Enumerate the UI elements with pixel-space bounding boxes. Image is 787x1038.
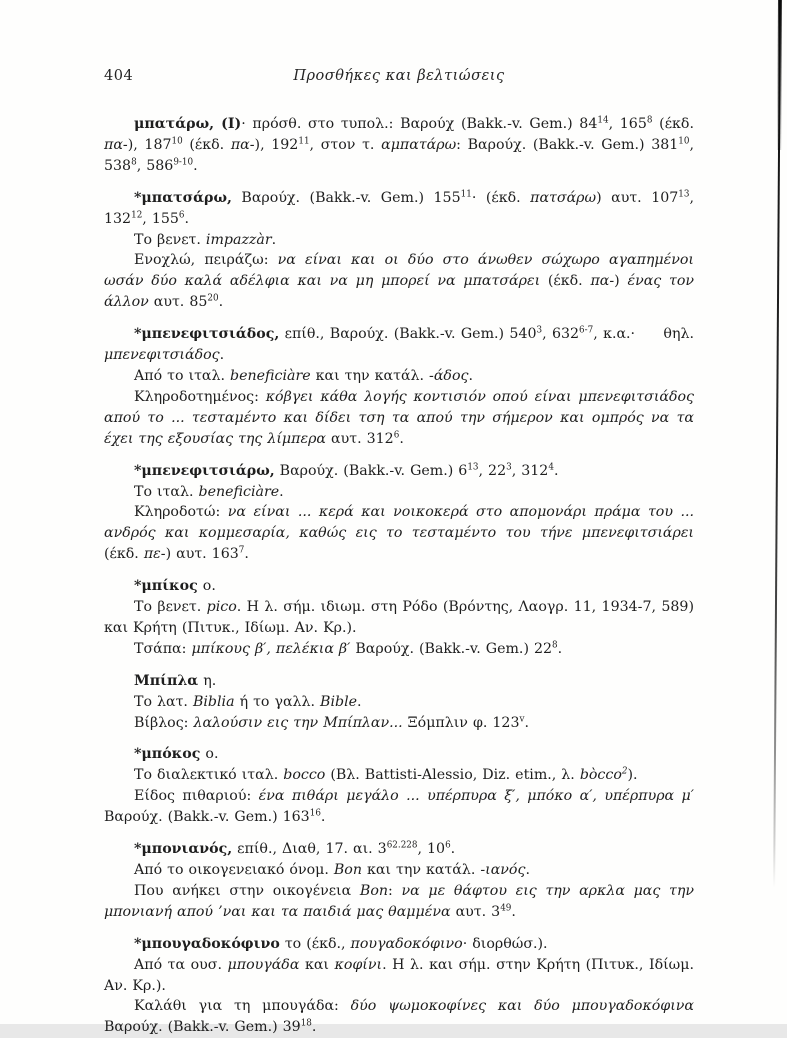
text-run: 13 bbox=[678, 188, 690, 199]
text-run: 2 bbox=[621, 766, 628, 777]
dictionary-entry-paragraph bbox=[104, 839, 694, 860]
text-run: λαλούσιν εις την Μπίπλαν... bbox=[193, 714, 403, 731]
text-run: , 165 bbox=[608, 116, 647, 132]
text-run: 16 bbox=[309, 808, 321, 819]
text-run: · πρόσθ. στο τυπολ.: Βαρούχ (Bakk.-v. Gem.) 84 bbox=[241, 116, 598, 132]
text-run: μπενεφιτσιάδος bbox=[104, 347, 220, 364]
text-run: Bon bbox=[359, 882, 388, 899]
text-run: . bbox=[468, 367, 473, 384]
text-run: , 22 bbox=[478, 462, 507, 479]
text-run: να είναι ... κερά και νοικοκερά στο απομονάρι πράμα του ... ανδρός και κομμεσαρία, καθώς εις το τεσταμέντο του τήνε μπενεφιτσιάρει bbox=[104, 504, 694, 542]
text-run: Το βενετ. bbox=[134, 599, 207, 616]
text-run: beneficiàre bbox=[198, 483, 280, 500]
text-run: Βαρούχ. (Bakk.-v. Gem.) 22 bbox=[350, 640, 553, 657]
text-run: 12 bbox=[131, 209, 143, 220]
text-run: 4 bbox=[548, 461, 554, 472]
text-run: Ξόμπλιν φ. 123 bbox=[402, 714, 520, 731]
text-run: : bbox=[388, 882, 402, 899]
text-run: επίθ., Βαρούχ. (Bakk.-v. Gem.) 540 bbox=[279, 326, 537, 343]
text-run: και την κατάλ. bbox=[361, 862, 481, 878]
entry-headword: *μπουγαδοκόφινο bbox=[134, 935, 280, 952]
text-run: . bbox=[219, 347, 225, 364]
text-run: ο. bbox=[200, 746, 219, 763]
text-run: Από το ιταλ. bbox=[134, 367, 231, 384]
text-run: 3 bbox=[506, 461, 512, 472]
text-run: . bbox=[244, 546, 249, 563]
dictionary-entry-paragraph bbox=[104, 188, 694, 230]
text-run: . bbox=[357, 693, 362, 710]
scan-binding-artifact-top bbox=[777, 0, 782, 150]
text-run: -ιανός bbox=[480, 862, 526, 878]
text-block bbox=[104, 68, 694, 1038]
dictionary-entry-paragraph bbox=[104, 461, 694, 482]
text-run: 10 bbox=[678, 136, 690, 147]
text-run: κοφίνι bbox=[334, 956, 383, 973]
text-run: . bbox=[525, 862, 530, 878]
paragraph bbox=[104, 482, 694, 503]
text-run: 3 bbox=[536, 325, 543, 336]
text-run: Το διαλεκτικό ιταλ. bbox=[134, 767, 284, 784]
dictionary-entry-paragraph bbox=[104, 324, 694, 366]
text-run: . bbox=[450, 841, 456, 858]
text-run: Το βενετ. bbox=[134, 231, 206, 248]
text-run: ) bbox=[614, 273, 628, 290]
text-run: Bon bbox=[333, 862, 362, 878]
text-run: , 155 bbox=[142, 210, 179, 227]
text-run: -άδος bbox=[429, 367, 469, 384]
text-run: επίθ., Διαθ, 17. αι. 3 bbox=[232, 841, 387, 858]
running-header-title: Προσθήκες και βελτιώσεις bbox=[293, 68, 505, 84]
text-run: Από τα ουσ. bbox=[134, 956, 228, 973]
text-run: , 132 bbox=[104, 189, 694, 227]
text-run: 62.228 bbox=[386, 840, 418, 851]
text-run: Βαρούχ. (Bakk.-v. Gem.) 155 bbox=[231, 189, 461, 206]
text-run: Ενοχλώ, πειράζω: bbox=[134, 252, 278, 269]
text-run: αυτ. 3 bbox=[450, 903, 501, 920]
text-run: Κληροδοτημένος: bbox=[134, 388, 266, 405]
text-run: (έκδ. bbox=[652, 116, 694, 132]
text-run: 14 bbox=[597, 115, 609, 126]
text-run: . Η λ. σήμ. ιδιωμ. στη Ρόδο (Βρόντης, Λαογρ. 11, 1934-7, 589) και Κρήτη (Πιτυκ., Ιδίωμ. Αν. Κρ.). bbox=[104, 599, 694, 636]
text-run: . bbox=[557, 640, 563, 657]
text-run: μπίκους β′, πελέκια β′ bbox=[191, 640, 351, 657]
text-run: . bbox=[279, 483, 284, 500]
text-run: Βαρούχ. (Bakk.-v. Gem.) 6 bbox=[274, 462, 468, 479]
text-run: . bbox=[553, 462, 559, 479]
text-run: bòcco bbox=[579, 767, 622, 784]
text-run: . bbox=[311, 1019, 317, 1036]
paragraph bbox=[104, 597, 694, 639]
text-run: (έκδ. bbox=[104, 546, 144, 563]
dictionary-entry-paragraph bbox=[104, 744, 694, 765]
text-run: . Η λ. και σήμ. στην Κρήτη (Πιτυκ., Ιδίωμ. Αν. Κρ.). bbox=[104, 956, 694, 994]
dictionary-entry-paragraph bbox=[104, 114, 694, 177]
paragraph bbox=[104, 765, 694, 786]
text-run: Κληροδοτώ: bbox=[134, 504, 228, 521]
text-run: , κ.α.· θηλ. bbox=[593, 326, 694, 343]
text-run: , 312 bbox=[511, 462, 549, 479]
text-run: ) αυτ. 107 bbox=[596, 189, 679, 206]
text-run: να είναι και οι δύο στο άνωθεν σώχωρο αγαπημένοι ωσάν δύο καλά αδέλφια και να μη μπορεί να μπατσάρει bbox=[104, 252, 694, 290]
text-run: και την κατάλ. bbox=[310, 367, 430, 384]
text-run: 18 bbox=[300, 1018, 312, 1029]
text-run: Βίβλος: bbox=[134, 714, 194, 731]
text-run: ), 187 bbox=[127, 136, 172, 153]
text-run: 20 bbox=[207, 293, 219, 304]
entry-headword: *μπόκος bbox=[134, 746, 201, 763]
text-run: 7 bbox=[238, 545, 245, 556]
text-run: πα- bbox=[230, 136, 255, 153]
text-run: πε- bbox=[143, 546, 166, 563]
entry-headword: *μπατσάρω, bbox=[134, 189, 232, 206]
text-run: δύο ψωμοκοφίνες και δύο μπουγαδοκόφινα bbox=[350, 998, 694, 1015]
text-run: αυτ. 312 bbox=[326, 430, 394, 447]
paragraph bbox=[104, 387, 694, 450]
text-run: 8 bbox=[552, 640, 558, 651]
paragraph bbox=[104, 996, 694, 1038]
entry-headword: *μπενεφιτσιάδος, bbox=[134, 326, 280, 343]
text-run: v bbox=[519, 713, 525, 724]
dictionary-entries-container bbox=[104, 114, 694, 1038]
text-run: 6 bbox=[393, 429, 400, 440]
text-run: ). bbox=[627, 767, 638, 784]
text-run: 9-10 bbox=[173, 157, 194, 168]
text-run: 6 bbox=[445, 840, 451, 851]
text-run: (Βλ. Battisti-Alessio, Diz. etim., λ. bbox=[325, 767, 580, 784]
paragraph bbox=[104, 955, 694, 997]
paragraph bbox=[104, 639, 694, 660]
dictionary-entry-paragraph bbox=[104, 934, 694, 955]
text-run: ) αυτ. 163 bbox=[165, 546, 239, 563]
text-run: 11 bbox=[298, 136, 310, 147]
text-run: πουγαδοκόφινο bbox=[350, 935, 463, 952]
text-run: μπουγάδα bbox=[227, 956, 300, 973]
entry-headword: Μπίπλα bbox=[134, 672, 199, 689]
text-run: impazzàr bbox=[205, 231, 272, 248]
text-run: · διορθώσ.). bbox=[462, 935, 548, 952]
text-run: 49 bbox=[500, 903, 512, 914]
text-run: · (έκδ. bbox=[471, 189, 531, 206]
paragraph bbox=[104, 860, 694, 881]
text-run: πατσάρω bbox=[530, 189, 597, 206]
text-run: 10 bbox=[171, 136, 183, 147]
text-run: το (έκδ., bbox=[279, 935, 351, 952]
text-run: ή το γαλλ. bbox=[234, 693, 321, 710]
text-run: bocco bbox=[283, 767, 326, 784]
text-run: αμπατάρω bbox=[381, 136, 457, 153]
text-run: πα- bbox=[590, 273, 615, 290]
text-run: και bbox=[299, 956, 335, 973]
text-run: να με θάφτου εις την αρκλα μας την μπονιανή απού ’ναι και τα παιδιά μας θαμμένα bbox=[104, 882, 694, 920]
dictionary-entry-paragraph bbox=[104, 671, 694, 692]
paragraph bbox=[104, 230, 694, 251]
running-header bbox=[104, 68, 694, 90]
text-run: 8 bbox=[646, 115, 653, 126]
text-run: , στον τ. bbox=[309, 136, 382, 153]
text-run: Βαρούχ. (Bakk.-v. Gem.) 163 bbox=[104, 809, 310, 826]
text-run: . bbox=[218, 294, 224, 311]
text-run: ), 192 bbox=[254, 136, 299, 153]
text-run: 6-7 bbox=[579, 325, 594, 336]
entry-headword: μπατάρω, (Ι) bbox=[134, 116, 242, 132]
text-run: . bbox=[184, 210, 190, 227]
text-run: , 632 bbox=[542, 326, 580, 343]
text-run: Καλάθι για τη μπουγάδα: bbox=[134, 998, 351, 1015]
text-run: Το λατ. bbox=[134, 693, 193, 710]
text-run: . bbox=[271, 231, 277, 248]
text-run: . bbox=[511, 903, 516, 920]
paragraph bbox=[104, 250, 694, 313]
text-run: αυτ. 85 bbox=[148, 294, 208, 311]
text-run: , 538 bbox=[104, 136, 694, 174]
text-run: : Βαρούχ. (Bakk.-v. Gem.) 381 bbox=[456, 136, 679, 153]
paragraph bbox=[104, 366, 694, 387]
text-run: . bbox=[193, 157, 198, 174]
text-run: 13 bbox=[467, 461, 479, 472]
text-run: pico bbox=[206, 599, 237, 616]
entry-headword: *μπενεφιτσιάρω, bbox=[134, 462, 275, 479]
text-run: Το ιταλ. bbox=[134, 483, 199, 500]
paragraph bbox=[104, 502, 694, 565]
text-run: . bbox=[320, 809, 326, 826]
text-run: . bbox=[399, 430, 404, 447]
entry-headword: *μπίκος bbox=[134, 578, 198, 595]
text-run: Τσάπα: bbox=[134, 640, 192, 657]
text-run: , 10 bbox=[417, 841, 446, 858]
dictionary-entry-paragraph bbox=[104, 576, 694, 597]
paragraph bbox=[104, 881, 694, 923]
paragraph bbox=[104, 713, 694, 734]
text-run: 8 bbox=[131, 157, 137, 168]
text-run: Βαρούχ. (Bakk.-v. Gem.) 39 bbox=[104, 1019, 301, 1036]
text-run: ένα πιθάρι μεγάλο ... υπέρπυρα ξ′, μπόκο α′, υπέρπυρα μ′ bbox=[258, 788, 694, 805]
page-number: 404 bbox=[104, 68, 134, 84]
text-run: ο. bbox=[197, 578, 216, 595]
paragraph bbox=[104, 692, 694, 713]
text-run: (έκδ. bbox=[182, 136, 231, 153]
text-run: Που ανήκει στην οικογένεια bbox=[134, 882, 360, 899]
text-run: πα- bbox=[104, 136, 128, 153]
text-run: ένας τον άλλον bbox=[104, 273, 694, 311]
text-run: 6 bbox=[178, 209, 185, 220]
text-run: 11 bbox=[460, 188, 472, 199]
paragraph bbox=[104, 786, 694, 828]
text-run: η. bbox=[198, 672, 217, 689]
text-run: Bible bbox=[320, 693, 358, 710]
text-run: κόβγει κάθα λογής κοντισιόν οπού είναι μπενεφιτσιάδος απού το ... τεσταμέντο και δίδει τση τα απού την σήμερον και ομπρός να τα έχει της εξουσίας της λίμπερα bbox=[104, 388, 694, 447]
text-run: (έκδ. bbox=[540, 273, 591, 290]
text-run: Είδος πιθαριού: bbox=[134, 788, 259, 805]
text-run: beneficiàre bbox=[230, 367, 311, 384]
text-run: Από το οικογενειακό όνομ. bbox=[134, 862, 334, 878]
text-run: . bbox=[524, 714, 529, 731]
entry-headword: *μπονιανός, bbox=[134, 841, 233, 858]
text-run: Biblia bbox=[192, 693, 235, 710]
text-run: , 586 bbox=[136, 157, 174, 174]
